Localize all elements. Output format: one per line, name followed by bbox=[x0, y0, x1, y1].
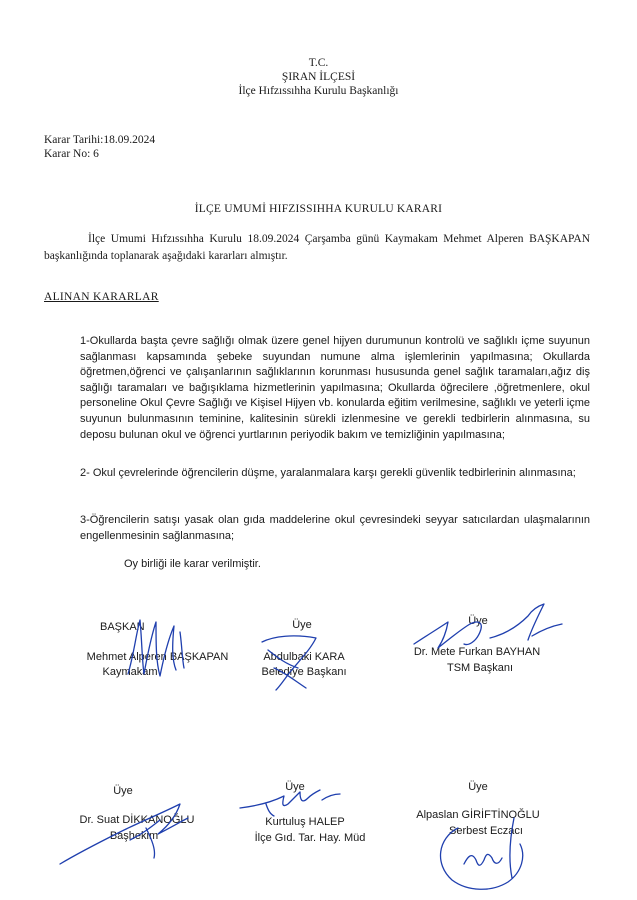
decision-date: Karar Tarihi:18.09.2024 bbox=[44, 134, 156, 146]
decision-item-1 bbox=[80, 334, 590, 443]
signatory-name: Mehmet Alperen BAŞKAPAN bbox=[86, 651, 229, 663]
signature-mark bbox=[236, 786, 346, 822]
signature-mark bbox=[408, 600, 568, 660]
decision-text: 1-Okullarda başta çevre sağlığı olmak üzere genel hijyen durumunun kontrolü ve sağlıklı içme suyunun sağlanması kapsamında şebeke suyundan numune alma işlemlerinin yapılmasına; Okullarda öğretmen,öğrenci ve çalışanlarının sağlıklarının korunması hususunda genel sağlık taramaları,ağız diş sağlığı taramaları ve bağışıklama hizmetlerinin yapılmasına; Okullarda öğrecilere ,öğretmenlere, okul personeline Okul Çevre Sağlığı ve Kişisel Hijyen vb. konularda eğitim verilmesine, sağlıklı ve yeterli içme suyunun bulunmasının teminine, kalitesinin sürekli izlenmesine ve gerekli tedbirlerin alınmasına, su deposu bulunan okul ve öğrenci yurtlarının periyodik bakım ve temizliğinin yapılmasına; bbox=[80, 335, 590, 441]
signature-mark bbox=[428, 808, 548, 898]
decision-text: 2- Okul çevrelerinde öğrencilerin düşme, yaralanmalara karşı gerekli güvenlik tedbirlerinin alınmasına; bbox=[80, 467, 576, 479]
signatory-role: Üye bbox=[113, 785, 133, 797]
intro-paragraph: İlçe Umumi Hıfzıssıhha Kurulu 18.09.2024 Çarşamba günü Kaymakam Mehmet Alperen BAŞKAPAN başkanlığında toplanarak aşağıdaki kararları almıştır. bbox=[44, 233, 590, 262]
signatory-name: Abdulbaki KARA bbox=[263, 651, 345, 663]
signatory-role: Üye bbox=[285, 781, 305, 793]
signatory-role: Üye bbox=[292, 619, 312, 631]
decision-number: Karar No: 6 bbox=[44, 148, 99, 160]
decision-item-2 bbox=[80, 466, 590, 482]
signatory-title: Kaymakam bbox=[102, 666, 158, 678]
signatory-title: TSM Başkanı bbox=[446, 662, 514, 674]
signatory-title: İlçe Gıd. Tar. Hay. Müd bbox=[254, 832, 366, 844]
signatory-title: Serbest Eczacı bbox=[449, 825, 523, 837]
signatory-role: Üye bbox=[468, 615, 488, 627]
section-title: ALINAN KARARLAR bbox=[44, 291, 159, 303]
header-board: İlçe Hıfzıssıhha Kurulu Başkanlığı bbox=[238, 85, 399, 97]
signatory-name: Kurtuluş HALEP bbox=[265, 816, 345, 828]
document-title: İLÇE UMUMİ HIFZISSIHHA KURULU KARARI bbox=[194, 203, 443, 215]
signatory-title: Başhekim bbox=[109, 830, 159, 842]
header-district: ŞIRAN İLÇESİ bbox=[281, 71, 356, 83]
signature-mark bbox=[120, 612, 200, 684]
decision-text: 3-Öğrencilerin satışı yasak olan gıda maddelerine okul çevresindeki seyyar satıcılardan ulaşmalarının engellenmesinin sağlanmasına; bbox=[80, 514, 590, 542]
signatory-name: Dr. Suat DİKKANOĞLU bbox=[79, 814, 195, 826]
signature-mark bbox=[50, 792, 200, 872]
decision-item-3 bbox=[80, 513, 590, 544]
signatory-name: Dr. Mete Furkan BAYHAN bbox=[413, 646, 541, 658]
signature-mark bbox=[254, 628, 334, 694]
header-tc: T.C. bbox=[308, 57, 329, 69]
closing-statement: Oy birliği ile karar verilmiştir. bbox=[124, 558, 261, 570]
signatory-title: Belediye Başkanı bbox=[261, 666, 347, 678]
signatory-role: Üye bbox=[468, 781, 488, 793]
signatory-name: Alpaslan GİRİFTİNOĞLU bbox=[416, 809, 540, 821]
signatory-role: BAŞKAN bbox=[100, 621, 145, 633]
